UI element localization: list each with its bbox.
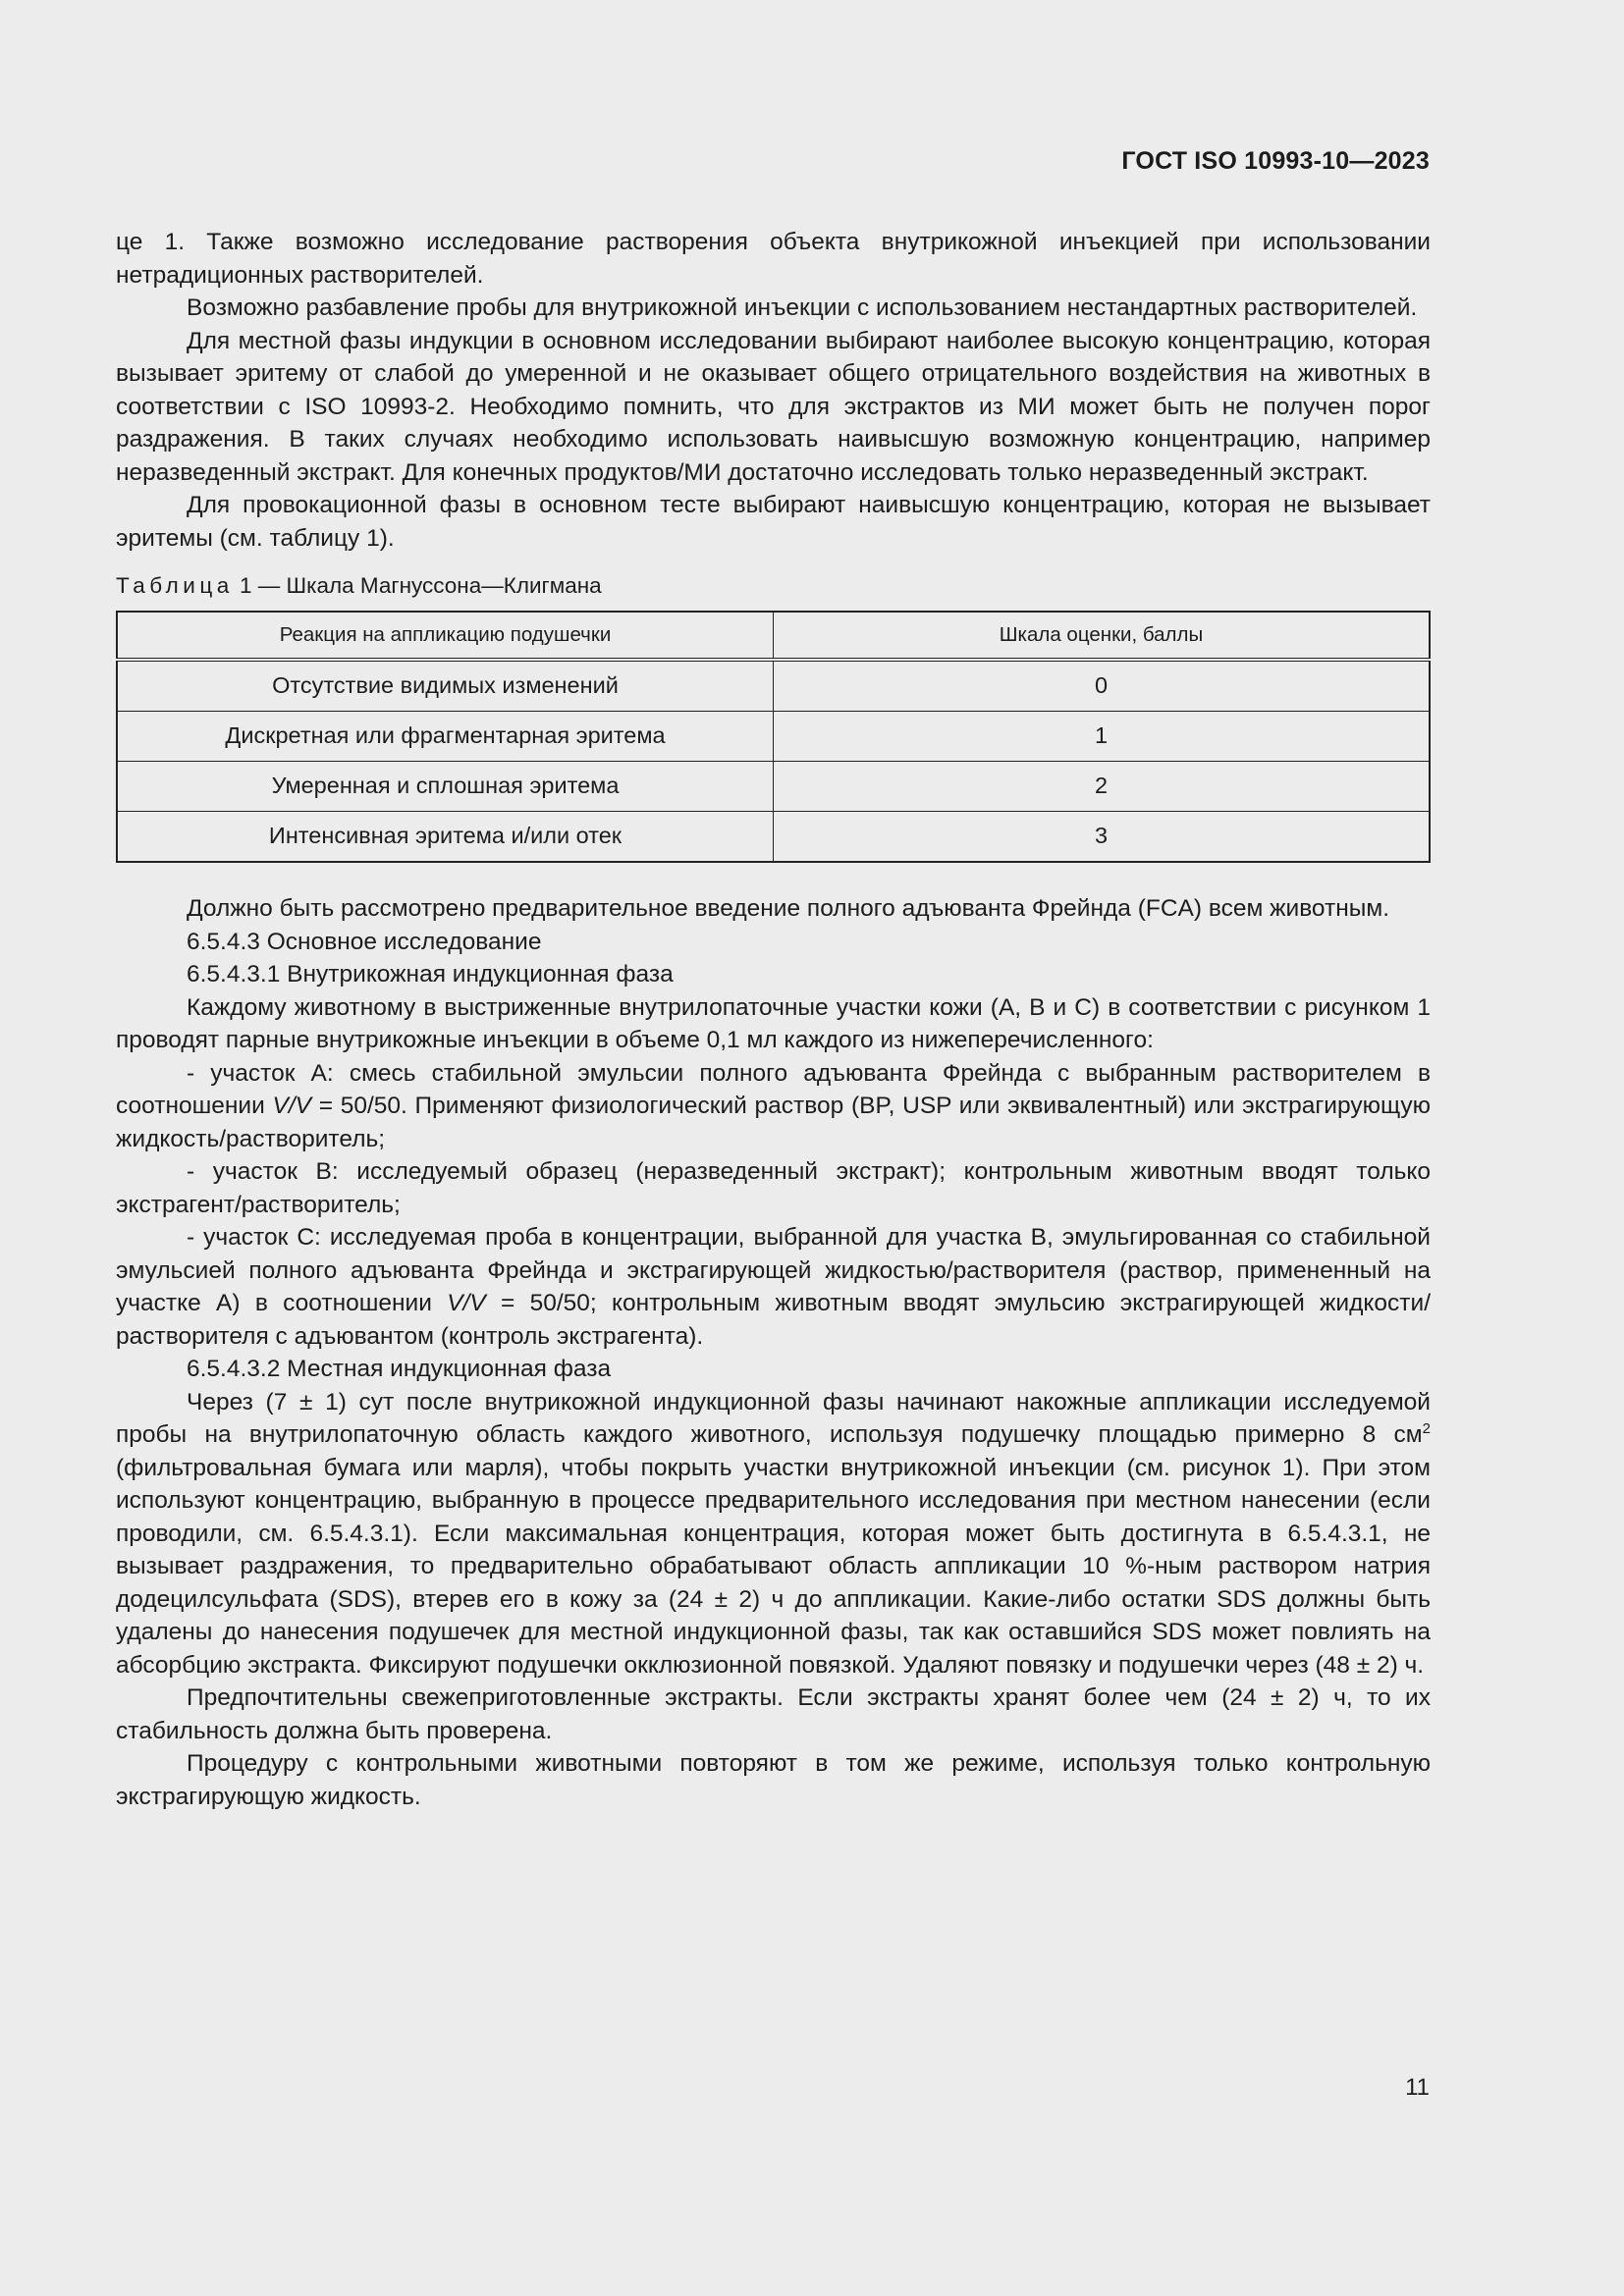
reaction-cell: Умеренная и сплошная эритема	[117, 762, 774, 812]
column-header-reaction: Реакция на аппликацию подушечки	[117, 612, 774, 660]
table-caption-title: 1 — Шкала Магнуссона—Клигмана	[233, 573, 602, 598]
reaction-cell: Отсутствие видимых изменений	[117, 660, 774, 712]
paragraph: Предпочтительны свежеприготовленные экстракты. Если экстракты хранят более чем (24 ± 2) ч, то их стабильность должна быть проверена.	[116, 1684, 1431, 1744]
score-cell: 1	[774, 712, 1431, 762]
subsection-heading: 6.5.4.3.1 Внутрикожная индукционная фаза	[187, 961, 674, 988]
table-row	[117, 660, 1430, 712]
ratio-symbol: V/V	[272, 1093, 311, 1119]
paragraph: Процедуру с контрольными животными повторяют в том же режиме, используя только контрольную экстрагирующую жидкость.	[116, 1750, 1431, 1810]
list-item-site-a: - участок A: смесь стабильной эмульсии полного адъюванта Фрейнда с выбранным растворителем в соотношении V/V = 50/50. Применяют физиологический раствор (BP, USP или эквивалентный) или экстрагирующую жидкость/растворитель;	[116, 1059, 1431, 1152]
paragraph: Через (7 ± 1) сут после внутрикожной индукционной фазы начинают накожные аппликации исследуемой пробы на внутрилопаточную область каждого животного, используя подушечку площадью примерно 8 $см^2$ (фильтровальная бумага или марля), чтобы покрыть участки внутрикожной инъекции (см. рисунок 1). При этом используют концентрацию, выбранную в процессе предварительного исследования при местном нанесении (если проводили, см. 6.5.4.3.1). Если максимальная концентрация, которая может быть достигнута в 6.5.4.3.1, не вызывает раздражения, то предварительно обрабатывают область аппликации 10 %-ным раствором натрия додецилсульфата (SDS), втерев его в кожу за (24 ± 2) ч до аппликации. Какие-либо остатки SDS должны быть удалены до нанесения подушечек для местной индукционной фазы, так как оставшийся SDS может повлиять на абсорбцию экстракта. Фиксируют подушечки окклюзионной повязкой. Удаляют повязку и подушечки через (48 ± 2) ч.	[116, 1388, 1431, 1679]
magnusson-kligman-table	[116, 611, 1431, 863]
reaction-cell: Дискретная или фрагментарная эритема	[117, 712, 774, 762]
table-caption-label: Таблица	[116, 573, 234, 598]
paragraph: Каждому животному в выстриженные внутрилопаточные участки кожи (A, B и C) в соответствии с рисунком 1 проводят парные внутрикожные инъекции в объеме 0,1 мл каждого из нижеперечисленного:	[116, 993, 1431, 1053]
superscript: 2	[1422, 1419, 1431, 1437]
list-item-site-b: - участок B: исследуемый образец (неразведенный экстракт); контрольным животным вводят только экстрагент/растворитель;	[116, 1158, 1431, 1218]
score-cell: 3	[774, 812, 1431, 863]
document-code-header: ГОСТ ISO 10993-10—2023	[1121, 147, 1430, 175]
page-number: 11	[1405, 2074, 1430, 2101]
reaction-cell: Интенсивная эритема и/или отек	[117, 812, 774, 863]
table-row	[117, 712, 1430, 762]
subsection-heading: 6.5.4.3.2 Местная индукционная фаза	[187, 1356, 612, 1382]
ratio-symbol: V/V	[447, 1290, 486, 1316]
paragraph: Должно быть рассмотрено предварительное введение полного адъюванта Фрейнда (FCA) всем животным.	[187, 895, 1390, 922]
table-row	[117, 762, 1430, 812]
table-row	[117, 812, 1430, 863]
page-content	[116, 226, 1431, 1813]
score-cell: 2	[774, 762, 1431, 812]
table-header-row	[117, 612, 1430, 660]
column-header-score: Шкала оценки, баллы	[774, 612, 1431, 660]
score-cell: 0	[774, 660, 1431, 712]
table-caption	[116, 571, 1431, 601]
list-item-site-c: - участок C: исследуемая проба в концентрации, выбранной для участка B, эмульгированная со стабильной эмульсией полного адъюванта Фрейнда и экстрагирующей жидкостью/растворителя (раствор, примененный на участке A) в соотношении V/V = 50/50; контрольным животным вводят эмульсию экстрагирующей жидкости/растворителя с адъювантом (контроль экстрагента).	[116, 1224, 1431, 1350]
paragraph: Для провокационной фазы в основном тесте выбирают наивысшую концентрацию, которая не вызывает эритемы (см. таблицу 1).	[116, 492, 1431, 552]
paragraph: Для местной фазы индукции в основном исследовании выбирают наиболее высокую концентрацию, которая вызывает эритему от слабой до умеренной и не оказывает общего отрицательного воздействия на животных в соответствии с ISO 10993-2. Необходимо помнить, что для экстрактов из МИ может быть не получен порог раздражения. В таких случаях необходимо использовать наивысшую возможную концентрацию, например неразведенный экстракт. Для конечных продуктов/МИ достаточно исследовать только неразведенный экстракт.	[116, 327, 1431, 486]
paragraph: Возможно разбавление пробы для внутрикожной инъекции с использованием нестандартных растворителей.	[187, 294, 1418, 321]
paragraph: це 1. Также возможно исследование растворения объекта внутрикожной инъекцией при использовании нетрадиционных растворителей.	[116, 229, 1431, 289]
section-heading: 6.5.4.3 Основное исследование	[187, 928, 542, 955]
